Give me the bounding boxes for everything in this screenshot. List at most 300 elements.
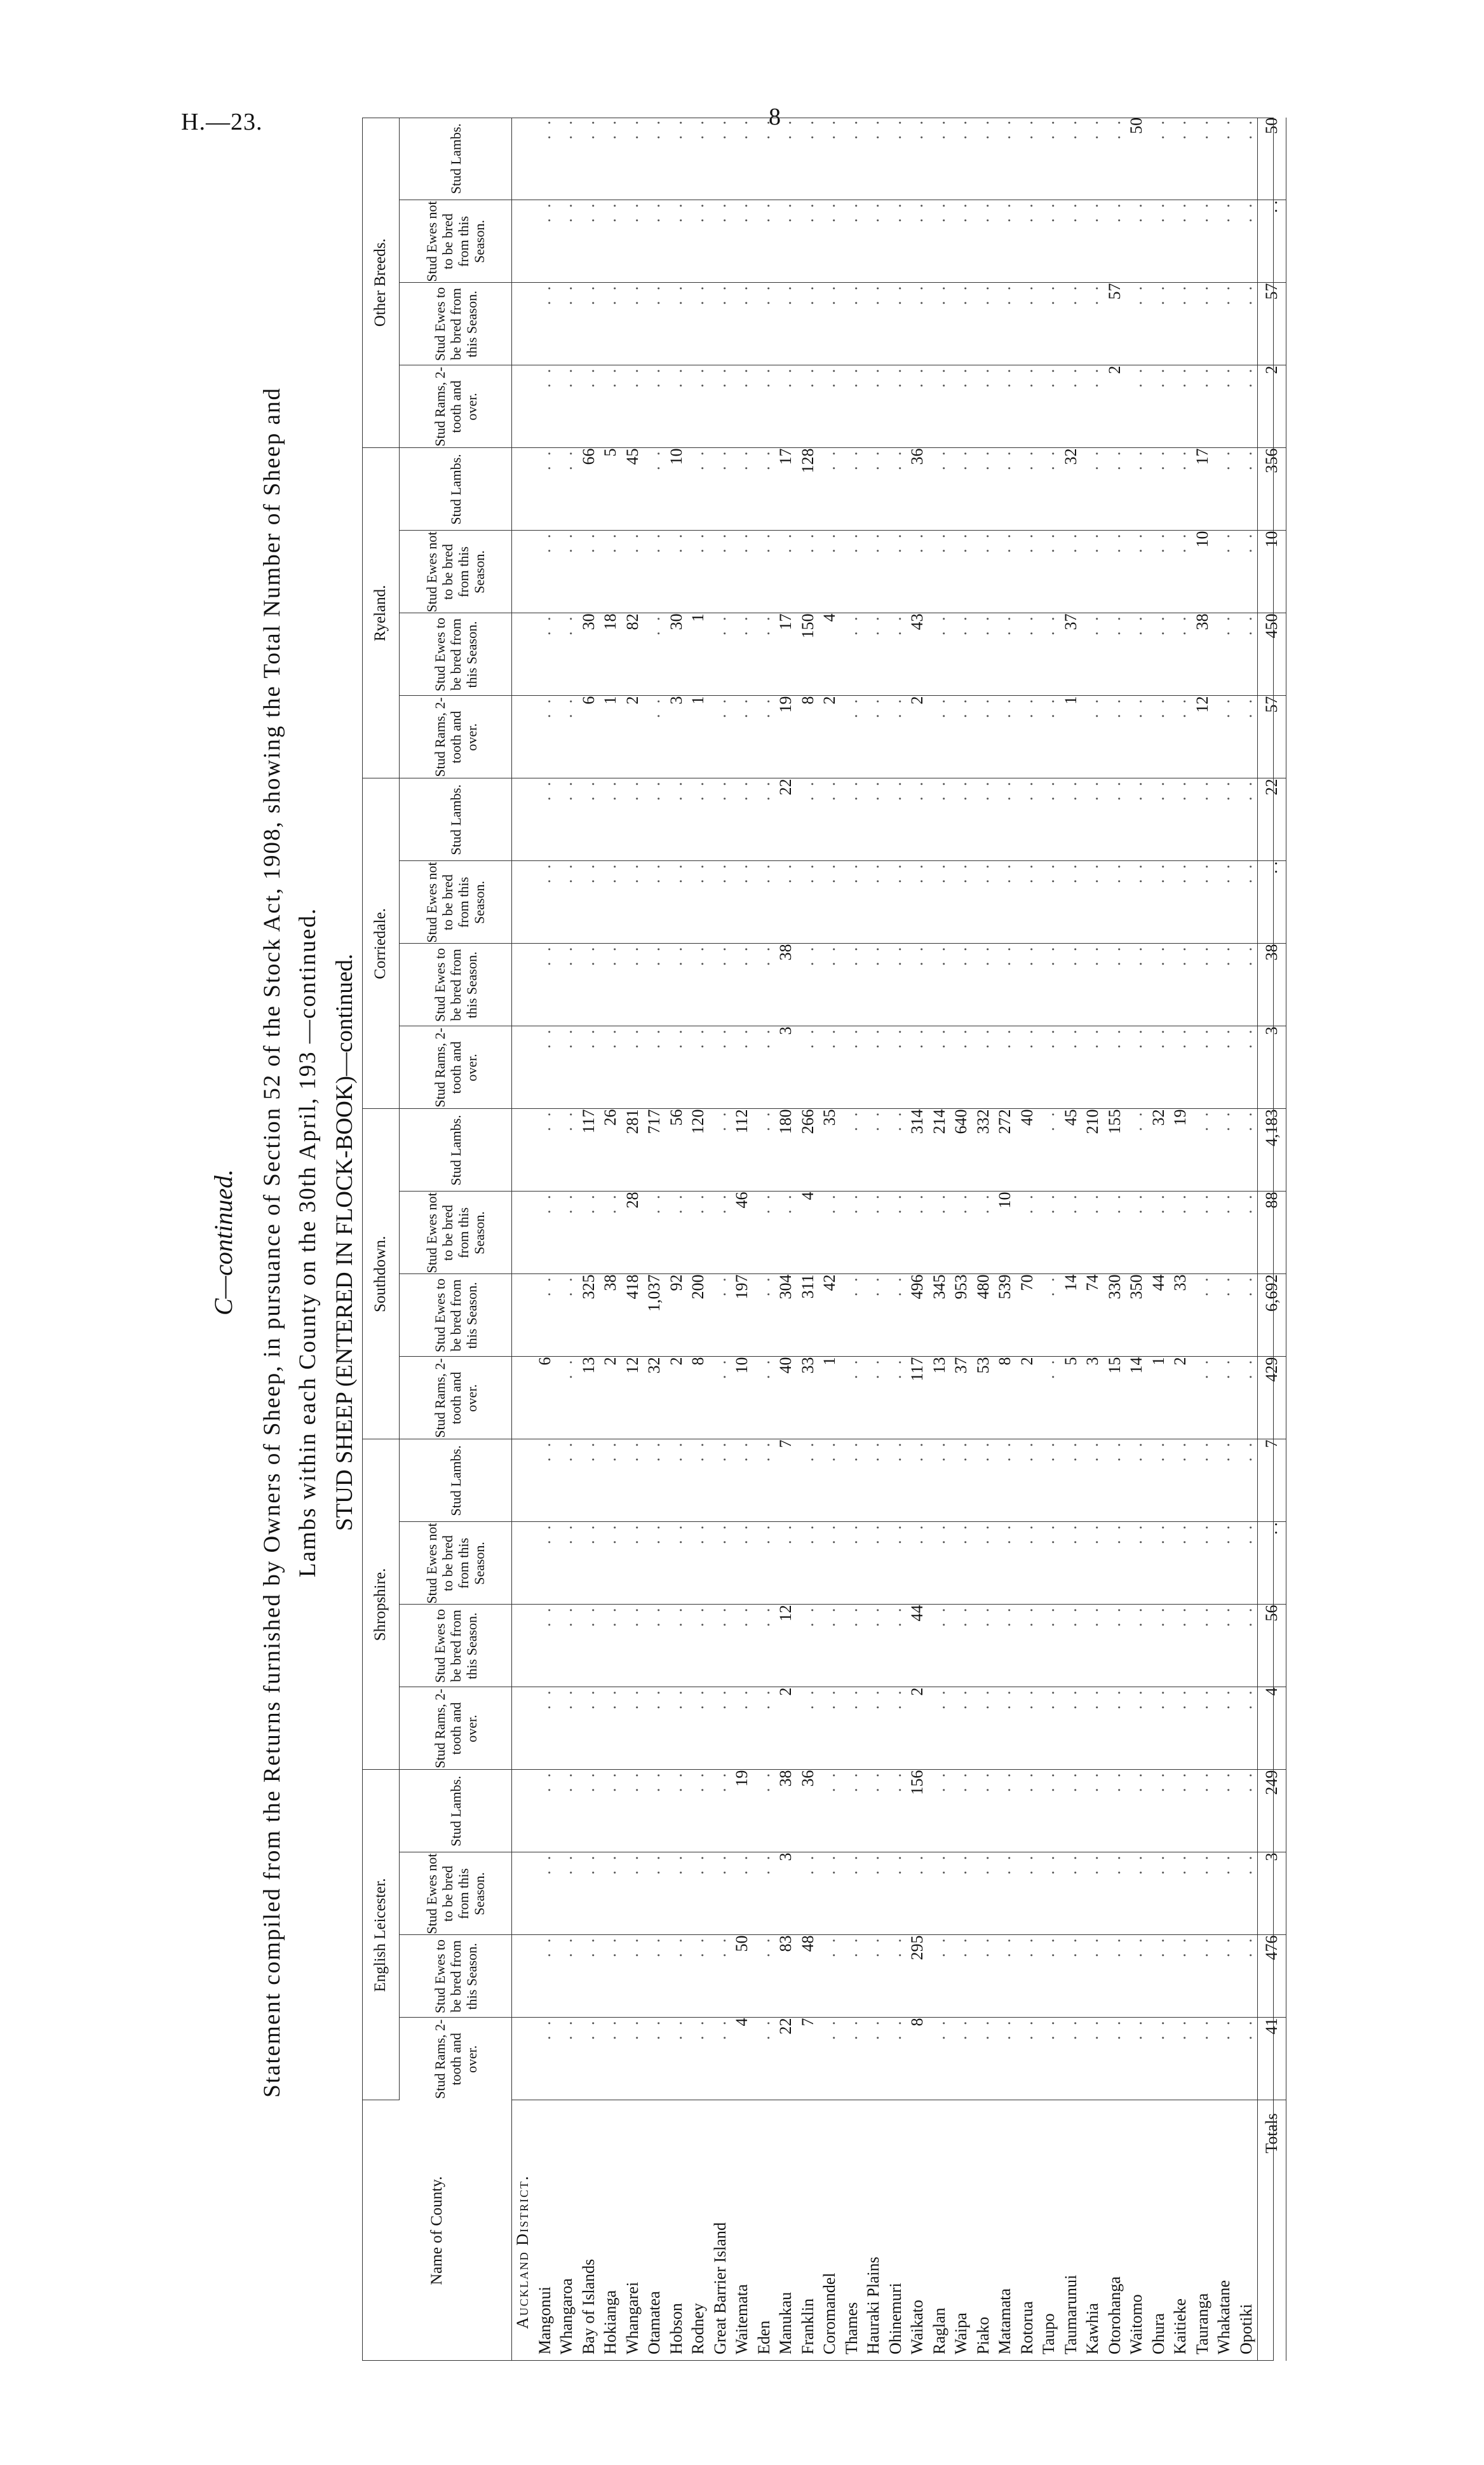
blank-marker: . . bbox=[1192, 778, 1211, 801]
table-cell: 28 bbox=[622, 1192, 644, 1274]
blank-marker: . . bbox=[535, 778, 554, 801]
blank-marker: . . bbox=[645, 944, 663, 966]
table-cell bbox=[666, 1687, 688, 1770]
table-cell bbox=[819, 1605, 841, 1687]
table-cell bbox=[863, 1274, 885, 1357]
blank-marker: . . bbox=[820, 1522, 839, 1544]
table-cell bbox=[863, 448, 885, 531]
blank-marker: . . bbox=[1171, 365, 1189, 388]
blank-marker: . . bbox=[886, 1274, 905, 1296]
table-cell: 120 bbox=[687, 1109, 710, 1192]
blank-marker: . . bbox=[1192, 1852, 1211, 1875]
table-row bbox=[687, 118, 710, 2361]
blank-marker: . . bbox=[754, 696, 773, 718]
table-cell: 36 bbox=[797, 1770, 820, 1852]
blank-marker: . . bbox=[952, 1605, 970, 1627]
blank-marker: . . bbox=[710, 1522, 729, 1544]
blank-marker: . . bbox=[820, 944, 839, 966]
table-cell bbox=[731, 1605, 753, 1687]
blank-marker: . . bbox=[645, 200, 663, 222]
table-cell bbox=[973, 118, 995, 200]
blank-marker: . . bbox=[1171, 1605, 1189, 1627]
blank-marker: . . bbox=[666, 200, 685, 222]
table-cell bbox=[973, 613, 995, 696]
table-cell: 37 bbox=[1060, 613, 1083, 696]
table-cell bbox=[578, 778, 600, 861]
table-cell bbox=[1236, 944, 1258, 1026]
table-cell bbox=[1038, 1192, 1060, 1274]
table-cell: 640 bbox=[950, 1109, 973, 1192]
blank-marker: . . bbox=[952, 1439, 970, 1462]
table-cell bbox=[994, 1852, 1016, 1935]
table-cell bbox=[1038, 1109, 1060, 1192]
table-cell bbox=[666, 283, 688, 365]
table-cell bbox=[929, 365, 951, 448]
blank-marker: . . bbox=[929, 1522, 948, 1544]
blank-marker: . . bbox=[952, 1192, 970, 1214]
column-header: Stud Ewes not to be bred from this Season. bbox=[400, 1192, 512, 1274]
table-cell bbox=[1060, 1935, 1083, 2018]
table-cell bbox=[710, 613, 732, 696]
table-cell bbox=[819, 365, 841, 448]
table-cell bbox=[950, 365, 973, 448]
table-cell bbox=[994, 2018, 1016, 2100]
table-cell: 50 bbox=[1126, 118, 1148, 200]
table-cell: 14 bbox=[1060, 1274, 1083, 1357]
table-cell bbox=[644, 118, 666, 200]
blank-marker: . . bbox=[864, 613, 882, 635]
blank-marker: . . bbox=[1105, 1935, 1124, 1957]
table-cell bbox=[1104, 1192, 1126, 1274]
table-cell: 44 bbox=[907, 1605, 929, 1687]
blank-marker: . . bbox=[1192, 1026, 1211, 1049]
blank-marker: . . bbox=[623, 778, 642, 801]
breed-header: Southdown. bbox=[362, 1109, 400, 1439]
blank-marker: . . bbox=[623, 200, 642, 222]
blank-marker: . . bbox=[732, 1852, 751, 1875]
blank-marker: . . bbox=[995, 283, 1014, 305]
table-cell bbox=[973, 1605, 995, 1687]
table-cell bbox=[753, 531, 776, 613]
blank-marker: . . bbox=[1236, 1770, 1255, 1792]
table-cell: 8 bbox=[687, 1357, 710, 1439]
table-cell bbox=[929, 1687, 951, 1770]
blank-marker: . . bbox=[1215, 1687, 1233, 1709]
blank-marker: . . bbox=[864, 861, 882, 883]
table-cell: 418 bbox=[622, 1274, 644, 1357]
table-cell bbox=[1148, 2018, 1170, 2100]
table-cell bbox=[885, 1109, 907, 1192]
blank-marker: . . bbox=[1171, 1852, 1189, 1875]
blank-marker: . . bbox=[1083, 1522, 1102, 1544]
table-cell bbox=[753, 778, 776, 861]
blank-marker: . . bbox=[666, 1770, 685, 1792]
table-cell bbox=[885, 1522, 907, 1605]
blank-marker: . . bbox=[1127, 1770, 1145, 1792]
blank-marker: . . bbox=[864, 1274, 882, 1296]
blank-marker: . . bbox=[1215, 613, 1233, 635]
table-cell bbox=[775, 283, 797, 365]
blank-marker: . . bbox=[929, 200, 948, 222]
table-cell bbox=[710, 118, 732, 200]
blank-marker: . . bbox=[820, 448, 839, 470]
table-cell bbox=[687, 944, 710, 1026]
county-name: Mangonui bbox=[535, 2286, 554, 2354]
table-cell bbox=[841, 1770, 863, 1852]
table-row bbox=[710, 118, 732, 2361]
table-cell bbox=[775, 1192, 797, 1274]
table-cell bbox=[1170, 365, 1192, 448]
blank-marker: . . bbox=[579, 200, 598, 222]
table-cell bbox=[512, 696, 534, 778]
table-cell bbox=[1170, 778, 1192, 861]
blank-marker: . . bbox=[952, 613, 970, 635]
statement-title-line1: Statement compiled from the Returns furnished by Owners of Sheep, in pursuance of Section 52 of the Stock Act, 1908, showing the Total Number of Sheep and bbox=[259, 387, 285, 2098]
blank-marker: . . bbox=[1127, 778, 1145, 801]
blank-marker: . . bbox=[842, 283, 861, 305]
table-cell bbox=[863, 1439, 885, 1522]
blank-marker: . . bbox=[1192, 1605, 1211, 1627]
blank-marker: . . bbox=[929, 944, 948, 966]
blank-marker: . . bbox=[710, 1026, 729, 1049]
table-cell bbox=[1236, 1522, 1258, 1605]
table-cell bbox=[1016, 696, 1039, 778]
blank-marker: . . bbox=[952, 1852, 970, 1875]
table-cell bbox=[885, 696, 907, 778]
blank-marker: . . bbox=[1127, 531, 1145, 553]
table-cell bbox=[578, 531, 600, 613]
table-cell bbox=[512, 1439, 534, 1522]
table-cell: 38 bbox=[775, 944, 797, 1026]
blank-marker: . . bbox=[929, 2018, 948, 2040]
table-row bbox=[578, 118, 600, 2361]
blank-marker: . . bbox=[952, 944, 970, 966]
table-cell bbox=[994, 1935, 1016, 2018]
table-cell bbox=[885, 531, 907, 613]
table-cell bbox=[1213, 1192, 1236, 1274]
table-cell: 15 bbox=[1104, 1357, 1126, 1439]
table-cell bbox=[973, 778, 995, 861]
column-header: Stud Lambs. bbox=[400, 448, 512, 531]
blank-marker: . . bbox=[1127, 1605, 1145, 1627]
total-cell: . . bbox=[1258, 861, 1286, 944]
table-cell bbox=[1082, 1439, 1104, 1522]
blank-marker: . . bbox=[842, 944, 861, 966]
table-cell: 36 bbox=[907, 448, 929, 531]
blank-marker: . . bbox=[601, 531, 619, 553]
table-cell bbox=[556, 1439, 578, 1522]
table-cell bbox=[929, 1026, 951, 1109]
blank-marker: . . bbox=[623, 861, 642, 883]
table-cell bbox=[578, 200, 600, 283]
blank-marker: . . bbox=[754, 1852, 773, 1875]
blank-marker: . . bbox=[952, 365, 970, 388]
blank-marker: . . bbox=[710, 200, 729, 222]
table-cell bbox=[1192, 861, 1214, 944]
blank-marker: . . bbox=[666, 365, 685, 388]
blank-marker: . . bbox=[689, 1439, 707, 1462]
table-cell bbox=[929, 696, 951, 778]
blank-marker: . . bbox=[842, 200, 861, 222]
table-cell bbox=[1192, 1192, 1214, 1274]
blank-marker: . . bbox=[601, 1605, 619, 1627]
table-cell bbox=[1170, 1605, 1192, 1687]
table-cell bbox=[929, 448, 951, 531]
blank-marker: . . bbox=[1149, 1605, 1168, 1627]
blank-marker: . . bbox=[908, 117, 926, 140]
total-cell: 88 bbox=[1258, 1192, 1286, 1274]
table-cell bbox=[1148, 1935, 1170, 2018]
table-cell bbox=[1170, 448, 1192, 531]
table-cell bbox=[841, 861, 863, 944]
table-cell bbox=[1170, 1687, 1192, 1770]
table-cell bbox=[512, 365, 534, 448]
rotated-page bbox=[203, 111, 1283, 2373]
table-row bbox=[1082, 118, 1104, 2361]
blank-marker: . . bbox=[754, 944, 773, 966]
blank-marker: . . bbox=[623, 944, 642, 966]
table-cell bbox=[1060, 1770, 1083, 1852]
table-cell bbox=[687, 283, 710, 365]
blank-marker: . . bbox=[754, 1439, 773, 1462]
table-cell bbox=[1236, 1687, 1258, 1770]
table-cell bbox=[534, 1274, 556, 1357]
table-cell: 1 bbox=[819, 1357, 841, 1439]
table-cell bbox=[753, 200, 776, 283]
table-cell bbox=[994, 531, 1016, 613]
table-cell bbox=[731, 1439, 753, 1522]
table-cell bbox=[841, 1274, 863, 1357]
blank-marker: . . bbox=[1236, 1274, 1255, 1296]
table-cell bbox=[1213, 613, 1236, 696]
blank-marker: . . bbox=[952, 117, 970, 140]
blank-marker: . . bbox=[1236, 117, 1255, 140]
table-cell bbox=[1060, 1852, 1083, 1935]
blank-marker: . . bbox=[864, 2018, 882, 2040]
blank-marker: . . bbox=[995, 117, 1014, 140]
table-cell bbox=[1082, 448, 1104, 531]
table-cell bbox=[863, 1109, 885, 1192]
blank-marker: . . bbox=[908, 531, 926, 553]
table-row bbox=[1016, 118, 1039, 2361]
column-header: Stud Rams, 2-tooth and over. bbox=[400, 1357, 512, 1439]
table-cell bbox=[775, 1522, 797, 1605]
table-cell bbox=[578, 1605, 600, 1687]
blank-marker: . . bbox=[666, 1935, 685, 1957]
blank-marker: . . bbox=[557, 365, 576, 388]
table-row bbox=[1192, 118, 1214, 2361]
table-cell bbox=[556, 448, 578, 531]
table-cell: 3 bbox=[775, 1026, 797, 1109]
table-cell bbox=[907, 118, 929, 200]
table-cell bbox=[1236, 861, 1258, 944]
table-cell bbox=[973, 1935, 995, 2018]
table-cell bbox=[950, 696, 973, 778]
table-cell: 281 bbox=[622, 1109, 644, 1192]
county-name: Kaitieke bbox=[1171, 2298, 1189, 2354]
blank-marker: . . bbox=[1083, 1687, 1102, 1709]
blank-marker: . . bbox=[929, 531, 948, 553]
blank-marker: . . bbox=[1171, 696, 1189, 718]
blank-marker: . . bbox=[689, 1026, 707, 1049]
blank-marker: . . bbox=[973, 944, 992, 966]
table-cell: 4 bbox=[819, 613, 841, 696]
blank-marker: . . bbox=[623, 283, 642, 305]
blank-marker: . . bbox=[732, 1605, 751, 1627]
table-cell bbox=[666, 531, 688, 613]
county-name: Thames bbox=[842, 2302, 861, 2354]
table-cell bbox=[512, 944, 534, 1026]
blank-marker: . . bbox=[973, 1935, 992, 1957]
title-block bbox=[203, 111, 358, 2373]
blank-marker: . . bbox=[1039, 448, 1058, 470]
table-cell bbox=[1126, 1687, 1148, 1770]
table-cell bbox=[753, 1439, 776, 1522]
table-cell bbox=[1213, 1605, 1236, 1687]
table-cell bbox=[1192, 1935, 1214, 2018]
table-cell: 2 bbox=[907, 1687, 929, 1770]
blank-marker: . . bbox=[1215, 1605, 1233, 1627]
blank-marker: . . bbox=[1236, 1687, 1255, 1709]
blank-marker: . . bbox=[1127, 283, 1145, 305]
table-cell bbox=[994, 861, 1016, 944]
blank-marker: . . bbox=[710, 365, 729, 388]
blank-marker: . . bbox=[689, 1852, 707, 1875]
table-cell bbox=[687, 1605, 710, 1687]
blank-marker: . . bbox=[1127, 365, 1145, 388]
blank-marker: . . bbox=[535, 696, 554, 718]
table-cell: 197 bbox=[731, 1274, 753, 1357]
table-cell bbox=[600, 200, 622, 283]
table-cell bbox=[753, 1522, 776, 1605]
table-cell bbox=[994, 1439, 1016, 1522]
blank-marker: . . bbox=[666, 2018, 685, 2040]
table-cell bbox=[666, 1935, 688, 2018]
table-cell bbox=[644, 531, 666, 613]
table-cell bbox=[819, 448, 841, 531]
table-cell bbox=[1213, 1522, 1236, 1605]
table-cell: 82 bbox=[622, 613, 644, 696]
blank-marker: . . bbox=[1017, 1439, 1036, 1462]
blank-marker: . . bbox=[557, 944, 576, 966]
blank-marker: . . bbox=[535, 944, 554, 966]
table-cell bbox=[1213, 1026, 1236, 1109]
table-cell bbox=[687, 778, 710, 861]
table-cell bbox=[534, 118, 556, 200]
blank-marker: . . bbox=[645, 1935, 663, 1957]
table-cell bbox=[578, 1935, 600, 2018]
table-cell bbox=[1236, 531, 1258, 613]
blank-marker: . . bbox=[1105, 200, 1124, 222]
table-cell bbox=[1170, 2018, 1192, 2100]
table-cell bbox=[1192, 1274, 1214, 1357]
blank-marker: . . bbox=[1149, 696, 1168, 718]
blank-marker: . . bbox=[579, 531, 598, 553]
blank-marker: . . bbox=[1083, 1192, 1102, 1214]
table-row bbox=[1038, 118, 1060, 2361]
blank-marker: . . bbox=[535, 1274, 554, 1296]
table-cell bbox=[950, 200, 973, 283]
blank-marker: . . bbox=[1105, 2018, 1124, 2040]
blank-marker: . . bbox=[820, 1770, 839, 1792]
table-cell bbox=[731, 448, 753, 531]
table-cell bbox=[841, 1109, 863, 1192]
blank-marker: . . bbox=[732, 613, 751, 635]
total-cell: 4,183 bbox=[1258, 1109, 1286, 1192]
table-cell bbox=[1170, 1852, 1192, 1935]
table-cell bbox=[819, 1852, 841, 1935]
table-cell: 33 bbox=[797, 1357, 820, 1439]
table-cell bbox=[1104, 861, 1126, 944]
table-cell: 3 bbox=[775, 1852, 797, 1935]
blank-marker: . . bbox=[601, 1852, 619, 1875]
table-cell bbox=[1038, 448, 1060, 531]
table-cell bbox=[819, 2018, 841, 2100]
blank-marker: . . bbox=[754, 531, 773, 553]
table-cell bbox=[753, 118, 776, 200]
blank-marker: . . bbox=[1192, 1192, 1211, 1214]
table-cell bbox=[1038, 1770, 1060, 1852]
blank-marker: . . bbox=[579, 861, 598, 883]
table-cell bbox=[950, 1935, 973, 2018]
table-cell bbox=[753, 1935, 776, 2018]
blank-marker: . . bbox=[1149, 1439, 1168, 1462]
blank-marker: . . bbox=[1171, 2018, 1189, 2040]
blank-marker: . . bbox=[689, 531, 707, 553]
table-cell bbox=[1192, 1357, 1214, 1439]
blank-marker: . . bbox=[1236, 200, 1255, 222]
table-cell bbox=[1082, 696, 1104, 778]
blank-marker: . . bbox=[579, 1935, 598, 1957]
table-cell bbox=[753, 1852, 776, 1935]
table-row bbox=[841, 118, 863, 2361]
blank-marker: . . bbox=[1083, 778, 1102, 801]
total-cell: 57 bbox=[1258, 283, 1286, 365]
table-cell bbox=[1213, 1357, 1236, 1439]
blank-marker: . . bbox=[929, 1605, 948, 1627]
table-cell bbox=[907, 1192, 929, 1274]
table-cell bbox=[1060, 1026, 1083, 1109]
table-cell bbox=[644, 2018, 666, 2100]
blank-marker: . . bbox=[929, 1439, 948, 1462]
blank-marker: . . bbox=[1017, 1687, 1036, 1709]
blank-marker: . . bbox=[798, 944, 817, 966]
table-cell bbox=[687, 1687, 710, 1770]
blank-marker: . . bbox=[798, 1439, 817, 1462]
table-cell: 32 bbox=[1148, 1109, 1170, 1192]
table-cell bbox=[994, 1687, 1016, 1770]
blank-marker: . . bbox=[1039, 1192, 1058, 1214]
breed-header-row bbox=[362, 118, 400, 2361]
blank-marker: . . bbox=[973, 1522, 992, 1544]
county-name: Waipa bbox=[952, 2312, 970, 2354]
table-cell bbox=[1016, 1605, 1039, 1687]
table-cell: 17 bbox=[775, 448, 797, 531]
table-cell bbox=[1082, 944, 1104, 1026]
blank-marker: . . bbox=[1017, 448, 1036, 470]
table-cell bbox=[556, 2018, 578, 2100]
table-cell bbox=[1082, 1605, 1104, 1687]
table-cell: 56 bbox=[666, 1109, 688, 1192]
blank-marker: . . bbox=[973, 696, 992, 718]
table-cell bbox=[797, 1687, 820, 1770]
table-cell bbox=[622, 118, 644, 200]
table-cell: 325 bbox=[578, 1274, 600, 1357]
blank-marker: . . bbox=[886, 861, 905, 883]
blank-marker: . . bbox=[1127, 448, 1145, 470]
table-cell bbox=[885, 1687, 907, 1770]
blank-marker: . . bbox=[952, 1770, 970, 1792]
